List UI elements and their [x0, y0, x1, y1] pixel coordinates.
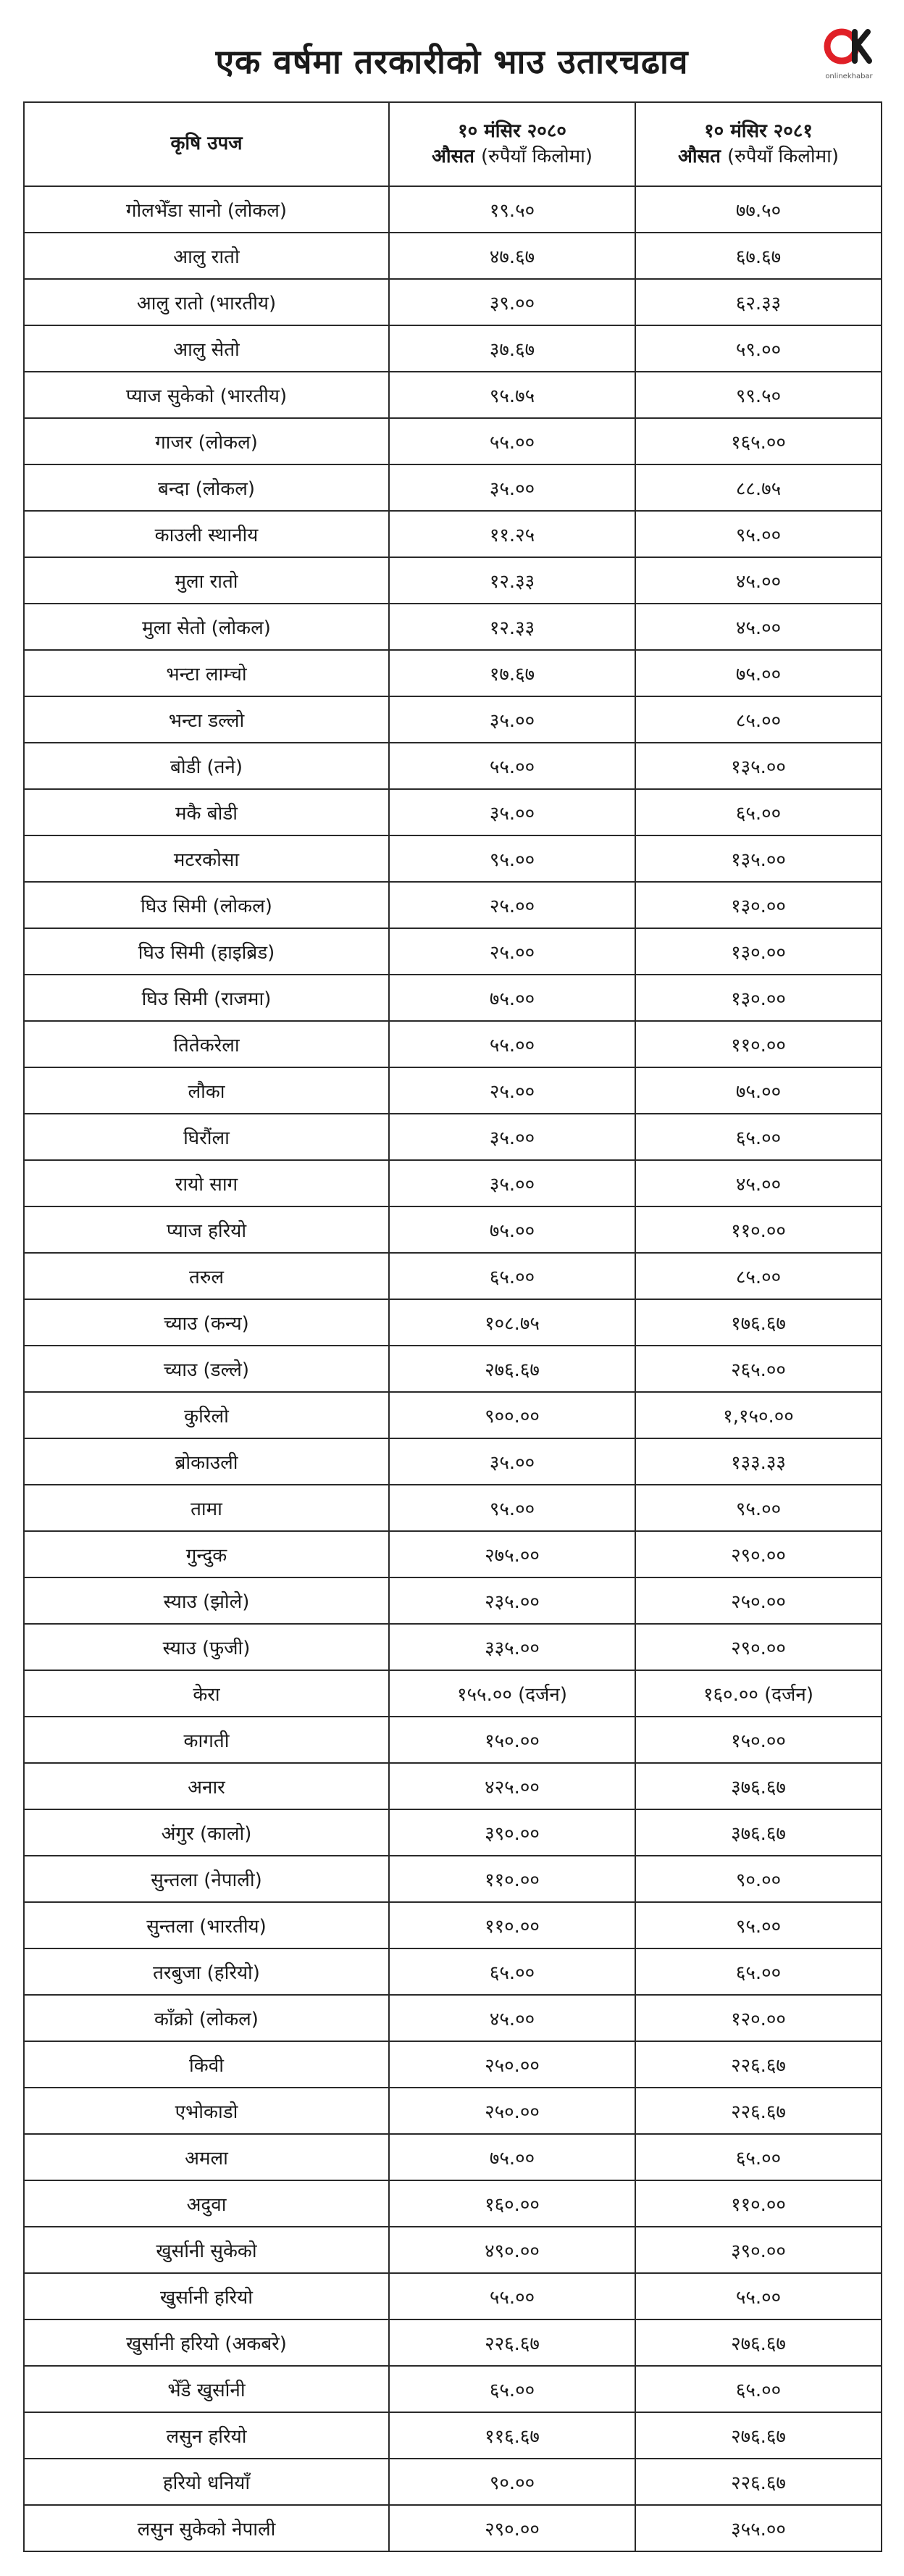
cell-item: मुला रातो	[24, 557, 389, 604]
cell-price-2081: ५५.००	[635, 2273, 882, 2319]
cell-price-2080: २५.००	[389, 928, 635, 975]
cell-price-2081: १३३.३३	[635, 1438, 882, 1485]
table-row	[24, 1670, 882, 1717]
cell-price-2080: ७५.००	[389, 2134, 635, 2180]
table-row	[24, 2319, 882, 2366]
cell-item: गाजर (लोकल)	[24, 418, 389, 464]
cell-price-2081: ६५.००	[635, 1114, 882, 1160]
cell-price-2080: ९५.७५	[389, 372, 635, 418]
table-row	[24, 928, 882, 975]
cell-price-2081: ६५.००	[635, 1948, 882, 1995]
cell-price-2081: २९०.००	[635, 1624, 882, 1670]
cell-item: भेँडे खुर्सानी	[24, 2366, 389, 2412]
table-row	[24, 604, 882, 650]
cell-item: स्याउ (झोले)	[24, 1577, 389, 1624]
table-row	[24, 2088, 882, 2134]
table-row	[24, 186, 882, 233]
cell-item: अदुवा	[24, 2180, 389, 2227]
cell-price-2081: ८५.००	[635, 696, 882, 743]
cell-price-2080: १७.६७	[389, 650, 635, 696]
cell-price-2081: २९०.००	[635, 1531, 882, 1577]
cell-item: गोलभेँडा सानो (लोकल)	[24, 186, 389, 233]
cell-price-2081: १३५.००	[635, 743, 882, 789]
table-row	[24, 1485, 882, 1531]
onlinekhabar-logo	[817, 16, 881, 80]
table-row	[24, 2366, 882, 2412]
cell-price-2081: २२६.६७	[635, 2041, 882, 2088]
table-row	[24, 511, 882, 557]
cell-item: तामा	[24, 1485, 389, 1531]
cell-price-2080: २५.००	[389, 882, 635, 928]
cell-item: अनार	[24, 1763, 389, 1809]
cell-item: स्याउ (फुजी)	[24, 1624, 389, 1670]
cell-price-2080: ३५.००	[389, 1160, 635, 1206]
cell-item: मटरकोसा	[24, 835, 389, 882]
table-row	[24, 2412, 882, 2459]
cell-price-2080: २५०.००	[389, 2041, 635, 2088]
table-row	[24, 2134, 882, 2180]
cell-price-2080: ४७.६७	[389, 233, 635, 279]
cell-price-2081: ९५.००	[635, 1902, 882, 1948]
cell-item: बन्दा (लोकल)	[24, 464, 389, 511]
cell-price-2080: १५५.०० (दर्जन)	[389, 1670, 635, 1717]
cell-price-2081: २५०.००	[635, 1577, 882, 1624]
cell-price-2080: २५०.००	[389, 2088, 635, 2134]
cell-price-2080: ४२५.००	[389, 1763, 635, 1809]
cell-item: एभोकाडो	[24, 2088, 389, 2134]
cell-price-2080: ४९०.००	[389, 2227, 635, 2273]
table-row	[24, 1763, 882, 1809]
cell-item: आलु रातो	[24, 233, 389, 279]
table-row	[24, 2273, 882, 2319]
cell-price-2080: ३५.००	[389, 464, 635, 511]
cell-price-2081: ३७६.६७	[635, 1809, 882, 1856]
cell-item: लसुन हरियो	[24, 2412, 389, 2459]
cell-item: घिरौंला	[24, 1114, 389, 1160]
table-row	[24, 372, 882, 418]
cell-price-2081: ४५.००	[635, 557, 882, 604]
cell-price-2080: ३९०.००	[389, 1809, 635, 1856]
cell-price-2081: ३९०.००	[635, 2227, 882, 2273]
header-2081-avg: औसत	[677, 146, 721, 167]
cell-price-2081: ३७६.६७	[635, 1763, 882, 1809]
cell-price-2081: २६५.००	[635, 1346, 882, 1392]
table-row	[24, 1856, 882, 1902]
cell-price-2081: ४५.००	[635, 1160, 882, 1206]
cell-item: लौका	[24, 1067, 389, 1114]
cell-price-2080: ५५.००	[389, 2273, 635, 2319]
cell-item: आलु रातो (भारतीय)	[24, 279, 389, 325]
cell-price-2080: १९.५०	[389, 186, 635, 233]
cell-price-2081: २७६.६७	[635, 2412, 882, 2459]
cell-item: बोडी (तने)	[24, 743, 389, 789]
cell-item: घिउ सिमी (लोकल)	[24, 882, 389, 928]
table-row	[24, 1809, 882, 1856]
table-row	[24, 975, 882, 1021]
cell-item: मकै बोडी	[24, 789, 389, 835]
logo-tagline: onlinekhabar	[825, 72, 873, 80]
cell-item: सुन्तला (भारतीय)	[24, 1902, 389, 1948]
cell-price-2080: ५५.००	[389, 418, 635, 464]
cell-price-2080: २२६.६७	[389, 2319, 635, 2366]
cell-price-2081: ४५.००	[635, 604, 882, 650]
cell-price-2080: २७६.६७	[389, 1346, 635, 1392]
table-row	[24, 1299, 882, 1346]
cell-price-2080: ११.२५	[389, 511, 635, 557]
cell-price-2080: ९०.००	[389, 2459, 635, 2505]
cell-price-2081: ९५.००	[635, 1485, 882, 1531]
cell-price-2081: ९५.००	[635, 511, 882, 557]
cell-price-2080: २७५.००	[389, 1531, 635, 1577]
table-row	[24, 743, 882, 789]
cell-item: प्याज सुकेको (भारतीय)	[24, 372, 389, 418]
cell-price-2081: ११०.००	[635, 1206, 882, 1253]
table-row	[24, 2459, 882, 2505]
table-row	[24, 696, 882, 743]
price-table	[23, 101, 882, 2552]
table-row	[24, 1067, 882, 1114]
cell-item: खुर्सानी सुकेको	[24, 2227, 389, 2273]
cell-price-2081: २२६.६७	[635, 2459, 882, 2505]
cell-item: भन्टा लाम्चो	[24, 650, 389, 696]
cell-item: भन्टा डल्लो	[24, 696, 389, 743]
cell-price-2081: ९९.५०	[635, 372, 882, 418]
cell-item: लसुन सुकेको नेपाली	[24, 2505, 389, 2551]
cell-price-2080: ६५.००	[389, 1253, 635, 1299]
cell-price-2080: ११६.६७	[389, 2412, 635, 2459]
table-row	[24, 1346, 882, 1392]
cell-price-2081: ६५.००	[635, 789, 882, 835]
table-row	[24, 1392, 882, 1438]
cell-item: अंगुर (कालो)	[24, 1809, 389, 1856]
cell-price-2081: १३०.००	[635, 882, 882, 928]
cell-price-2081: १३०.००	[635, 975, 882, 1021]
cell-price-2080: ३५.००	[389, 1114, 635, 1160]
cell-item: तितेकरेला	[24, 1021, 389, 1067]
cell-price-2080: ३५.००	[389, 696, 635, 743]
cell-item: आलु सेतो	[24, 325, 389, 372]
cell-price-2081: १७६.६७	[635, 1299, 882, 1346]
table-row	[24, 1995, 882, 2041]
table-row	[24, 1717, 882, 1763]
table-row	[24, 279, 882, 325]
table-row	[24, 325, 882, 372]
cell-price-2080: ७५.००	[389, 975, 635, 1021]
cell-price-2080: ६५.००	[389, 2366, 635, 2412]
cell-price-2080: ३७.६७	[389, 325, 635, 372]
cell-price-2081: १३०.००	[635, 928, 882, 975]
cell-price-2081: ६७.६७	[635, 233, 882, 279]
cell-price-2081: २७६.६७	[635, 2319, 882, 2366]
header-2080-avg: औसत	[431, 146, 474, 167]
cell-price-2080: ५५.००	[389, 1021, 635, 1067]
cell-price-2080: १२.३३	[389, 557, 635, 604]
cell-price-2081: ८८.७५	[635, 464, 882, 511]
cell-item: घिउ सिमी (राजमा)	[24, 975, 389, 1021]
cell-price-2080: ३५.००	[389, 789, 635, 835]
cell-price-2081: १३५.००	[635, 835, 882, 882]
cell-price-2080: २३५.००	[389, 1577, 635, 1624]
header-2080-unit: (रुपैयाँ किलोमा)	[481, 146, 593, 167]
table-row	[24, 1438, 882, 1485]
header-2080-date: १० मंसिर २०८०	[458, 120, 566, 142]
table-row	[24, 464, 882, 511]
cell-price-2080: १०८.७५	[389, 1299, 635, 1346]
cell-price-2081: १६५.००	[635, 418, 882, 464]
cell-price-2080: १६०.००	[389, 2180, 635, 2227]
cell-price-2081: ६५.००	[635, 2366, 882, 2412]
cell-item: प्याज हरियो	[24, 1206, 389, 1253]
cell-price-2081: ७५.००	[635, 1067, 882, 1114]
ok-logo-icon	[817, 16, 881, 80]
table-row	[24, 1624, 882, 1670]
cell-price-2080: ६५.००	[389, 1948, 635, 1995]
cell-item: खुर्सानी हरियो (अकबरे)	[24, 2319, 389, 2366]
table-row	[24, 1114, 882, 1160]
cell-price-2081: ६२.३३	[635, 279, 882, 325]
table-row	[24, 650, 882, 696]
header-item: कृषि उपज	[24, 102, 389, 186]
table-row	[24, 1948, 882, 1995]
table-row	[24, 557, 882, 604]
cell-price-2080: ९५.००	[389, 835, 635, 882]
cell-price-2080: ११०.००	[389, 1902, 635, 1948]
header-2081-date: १० मंसिर २०८१	[704, 120, 813, 142]
cell-item: अमला	[24, 2134, 389, 2180]
cell-price-2080: ३५.००	[389, 1438, 635, 1485]
cell-price-2081: ११०.००	[635, 1021, 882, 1067]
cell-item: गुन्दुक	[24, 1531, 389, 1577]
page-header	[0, 0, 904, 101]
cell-price-2081: १,१५०.००	[635, 1392, 882, 1438]
table-row	[24, 2041, 882, 2088]
cell-price-2080: १२.३३	[389, 604, 635, 650]
cell-price-2081: १२०.००	[635, 1995, 882, 2041]
table-row	[24, 882, 882, 928]
cell-price-2081: ९०.००	[635, 1856, 882, 1902]
cell-price-2080: ९५.००	[389, 1485, 635, 1531]
table-row	[24, 2227, 882, 2273]
table-row	[24, 1160, 882, 1206]
table-row	[24, 1206, 882, 1253]
table-row	[24, 1021, 882, 1067]
cell-price-2080: ५५.००	[389, 743, 635, 789]
cell-price-2080: २५.००	[389, 1067, 635, 1114]
cell-price-2081: ७७.५०	[635, 186, 882, 233]
cell-item: सुन्तला (नेपाली)	[24, 1856, 389, 1902]
header-2081-unit: (रुपैयाँ किलोमा)	[727, 146, 840, 167]
cell-price-2080: ११०.००	[389, 1856, 635, 1902]
table-row	[24, 1253, 882, 1299]
cell-item: ब्रोकाउली	[24, 1438, 389, 1485]
cell-item: च्याउ (डल्ले)	[24, 1346, 389, 1392]
cell-price-2081: ३५५.००	[635, 2505, 882, 2551]
cell-item: काँक्रो (लोकल)	[24, 1995, 389, 2041]
table-header-row	[24, 102, 882, 186]
table-row	[24, 418, 882, 464]
cell-item: तरुल	[24, 1253, 389, 1299]
cell-price-2081: ८५.००	[635, 1253, 882, 1299]
cell-price-2081: ६५.००	[635, 2134, 882, 2180]
header-2081	[635, 102, 882, 186]
cell-price-2080: ३९.००	[389, 279, 635, 325]
cell-item: घिउ सिमी (हाइब्रिड)	[24, 928, 389, 975]
table-row	[24, 233, 882, 279]
table-row	[24, 1902, 882, 1948]
cell-price-2081: १६०.०० (दर्जन)	[635, 1670, 882, 1717]
table-row	[24, 2180, 882, 2227]
cell-price-2080: १५०.००	[389, 1717, 635, 1763]
cell-item: कुरिलो	[24, 1392, 389, 1438]
cell-price-2081: ११०.००	[635, 2180, 882, 2227]
cell-item: केरा	[24, 1670, 389, 1717]
cell-item: च्याउ (कन्य)	[24, 1299, 389, 1346]
cell-item: काउली स्थानीय	[24, 511, 389, 557]
cell-item: खुर्सानी हरियो	[24, 2273, 389, 2319]
cell-item: तरबुजा (हरियो)	[24, 1948, 389, 1995]
table-row	[24, 2505, 882, 2551]
cell-price-2080: ९००.००	[389, 1392, 635, 1438]
cell-price-2080: २९०.००	[389, 2505, 635, 2551]
cell-price-2081: २२६.६७	[635, 2088, 882, 2134]
header-2080	[389, 102, 635, 186]
table-row	[24, 789, 882, 835]
cell-price-2080: ४५.००	[389, 1995, 635, 2041]
cell-price-2081: ७५.००	[635, 650, 882, 696]
table-row	[24, 1577, 882, 1624]
cell-item: रायो साग	[24, 1160, 389, 1206]
cell-item: हरियो धनियाँ	[24, 2459, 389, 2505]
table-row	[24, 835, 882, 882]
cell-item: किवी	[24, 2041, 389, 2088]
table-row	[24, 1531, 882, 1577]
cell-item: मुला सेतो (लोकल)	[24, 604, 389, 650]
cell-item: कागती	[24, 1717, 389, 1763]
cell-price-2080: ७५.००	[389, 1206, 635, 1253]
cell-price-2080: ३३५.००	[389, 1624, 635, 1670]
cell-price-2081: ५९.००	[635, 325, 882, 372]
page-title: एक वर्षमा तरकारीको भाउ उतारचढाव	[215, 42, 689, 81]
cell-price-2081: १५०.००	[635, 1717, 882, 1763]
